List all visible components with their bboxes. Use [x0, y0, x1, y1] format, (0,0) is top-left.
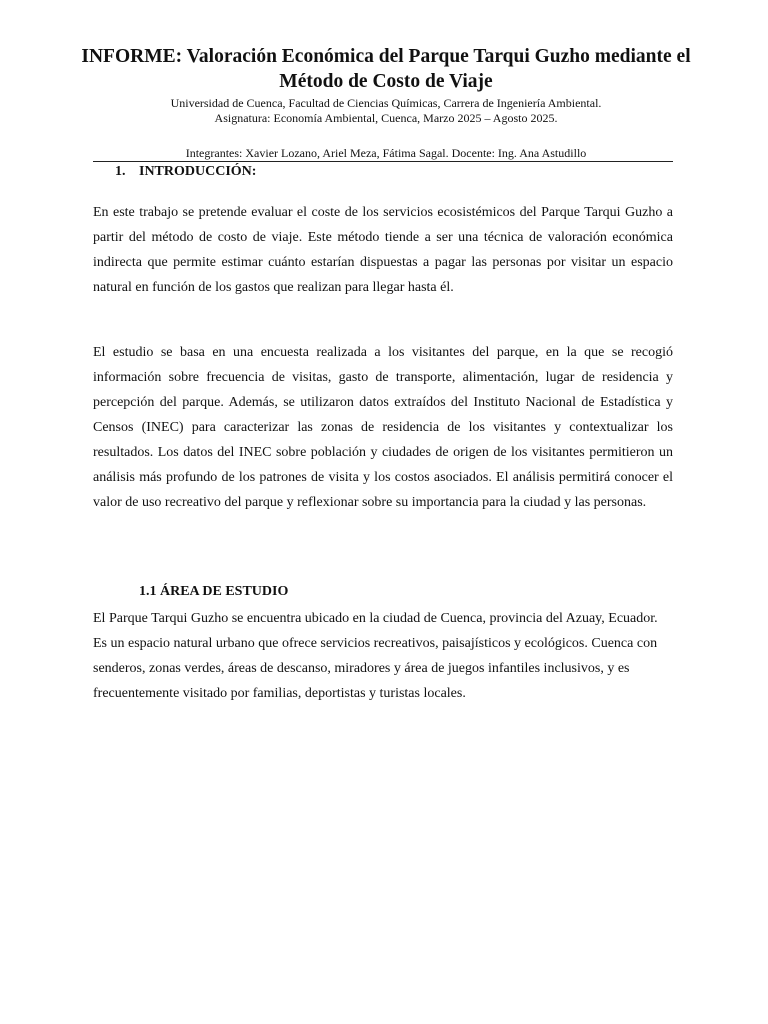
course-line: Asignatura: Economía Ambiental, Cuenca, Marzo 2025 – Agosto 2025. — [214, 111, 558, 125]
header-divider — [93, 161, 673, 162]
study-area-paragraph: El Parque Tarqui Guzho se encuentra ubicado en la ciudad de Cuenca, provincia del Azuay, Ecuador. Es un espacio natural urbano que ofrece servicios recreativos, paisajísticos y ecológicos. Cuenca con senderos, zonas verdes, áreas de descanso, miradores y área de juegos infantiles inclusivos, y es frecuentemente visitado por familias, deportistas y turistas locales. — [93, 611, 658, 701]
members-line: Integrantes: Xavier Lozano, Ariel Meza, Fátima Sagal. Docente: Ing. Ana Astudillo — [185, 146, 587, 160]
affiliation-line: Universidad de Cuenca, Facultad de Ciencias Químicas, Carrera de Ingeniería Ambiental. — [170, 96, 602, 110]
intro-paragraph-1: En este trabajo se pretende evaluar el coste de los servicios ecosistémicos del Parque Tarqui Guzho a partir del método de costo de viaje. Este método tiende a ser una técnica de valoración económica indirecta que permite estimar cuánto estarían dispuestas a pagar las personas por visitar un espacio natural en función de los gastos que realizan para llegar hasta él. — [93, 205, 673, 295]
document-title: INFORME: Valoración Económica del Parque Tarqui Guzho mediante el Método de Costo de Viaje — [81, 46, 691, 92]
section-heading-area-de-estudio: 1.1 ÁREA DE ESTUDIO — [139, 584, 289, 599]
section-heading-introduccion — [115, 164, 256, 180]
section-number: 1. — [115, 164, 126, 179]
section-heading-text: INTRODUCCIÓN: — [139, 164, 257, 179]
intro-paragraph-2: El estudio se basa en una encuesta realizada a los visitantes del parque, en la que se recogió información sobre frecuencia de visitas, gasto de transporte, alimentación, lugar de residencia y percepción del parque. Además, se utilizaron datos extraídos del Instituto Nacional de Estadística y Censos (INEC) para caracterizar las zonas de residencia de los visitantes y contextualizar los resultados. Los datos del INEC sobre población y ciudades de origen de los visitantes permitieron un análisis más profundo de los patrones de visita y los costos asociados. El análisis permitirá conocer el valor de uso recreativo del parque y reflexionar sobre su importancia para la ciudad y las personas. — [93, 345, 673, 510]
